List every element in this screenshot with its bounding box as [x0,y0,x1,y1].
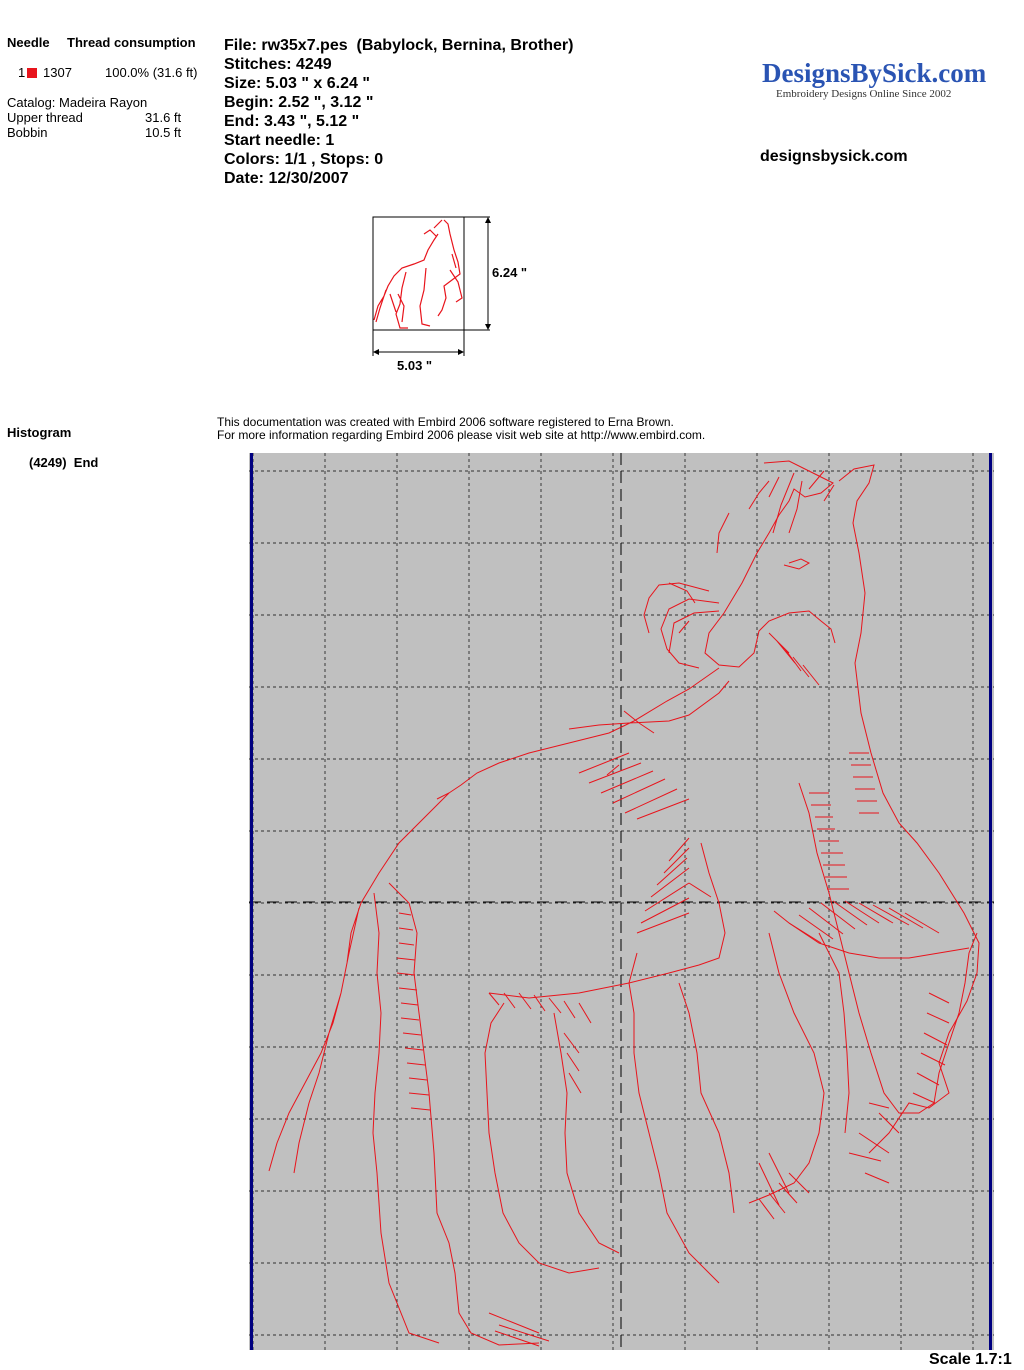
thumbnail-height-label: 6.24 " [492,265,528,280]
upper-thread-label: Upper thread [7,110,83,125]
end-position: End: 3.43 ", 5.12 " [224,113,360,130]
bobbin-value: 10.5 ft [145,125,182,140]
catalog-label: Catalog: Madeira Rayon [7,95,148,110]
colors-stops: Colors: 1/1 , Stops: 0 [224,151,384,168]
thread-consumption-header: Thread consumption [67,35,196,50]
design-preview [249,453,994,1350]
design-date: Date: 12/30/2007 [224,170,349,187]
logo: DesignsBySick.com [762,58,987,88]
file-info [224,36,573,188]
credit-line-2: For more information regarding Embird 2006 please visit web site at http://www.embird.com. [217,428,706,442]
file-name: File: rw35x7.pes (Babylock, Bernina, Brother) [224,37,574,54]
stitch-count: Stitches: 4249 [224,56,332,73]
site-url[interactable]: designsbysick.com [760,148,908,165]
hoop-left-border [250,453,253,1350]
thread-color-swatch [27,68,37,78]
design-size: Size: 5.03 " x 6.24 " [224,75,370,92]
bobbin-label: Bobbin [7,125,48,140]
design-thumbnail [366,210,546,375]
thread-color-code: 1307 [43,65,72,80]
scale-label: Scale 1.7:1 [929,1351,1012,1368]
start-needle: Start needle: 1 [224,132,335,149]
begin-position: Begin: 2.52 ", 3.12 " [224,94,374,111]
credit-note [217,416,705,442]
credit-line-1: This documentation was created with Embird 2006 software registered to Erna Brown. [217,415,674,429]
histogram-title: Histogram [7,425,72,440]
thread-row [18,65,37,80]
needle-number: 1 [18,65,26,80]
thumbnail-width-label: 5.03 " [397,358,433,373]
logo-tagline: Embroidery Designs Online Since 2002 [776,88,952,100]
needle-header: Needle [7,35,50,50]
thread-consumption-value: 100.0% (31.6 ft) [105,65,198,80]
histogram-entry: (4249) End [29,455,99,470]
hoop-right-border [989,453,992,1350]
upper-thread-value: 31.6 ft [145,110,182,125]
